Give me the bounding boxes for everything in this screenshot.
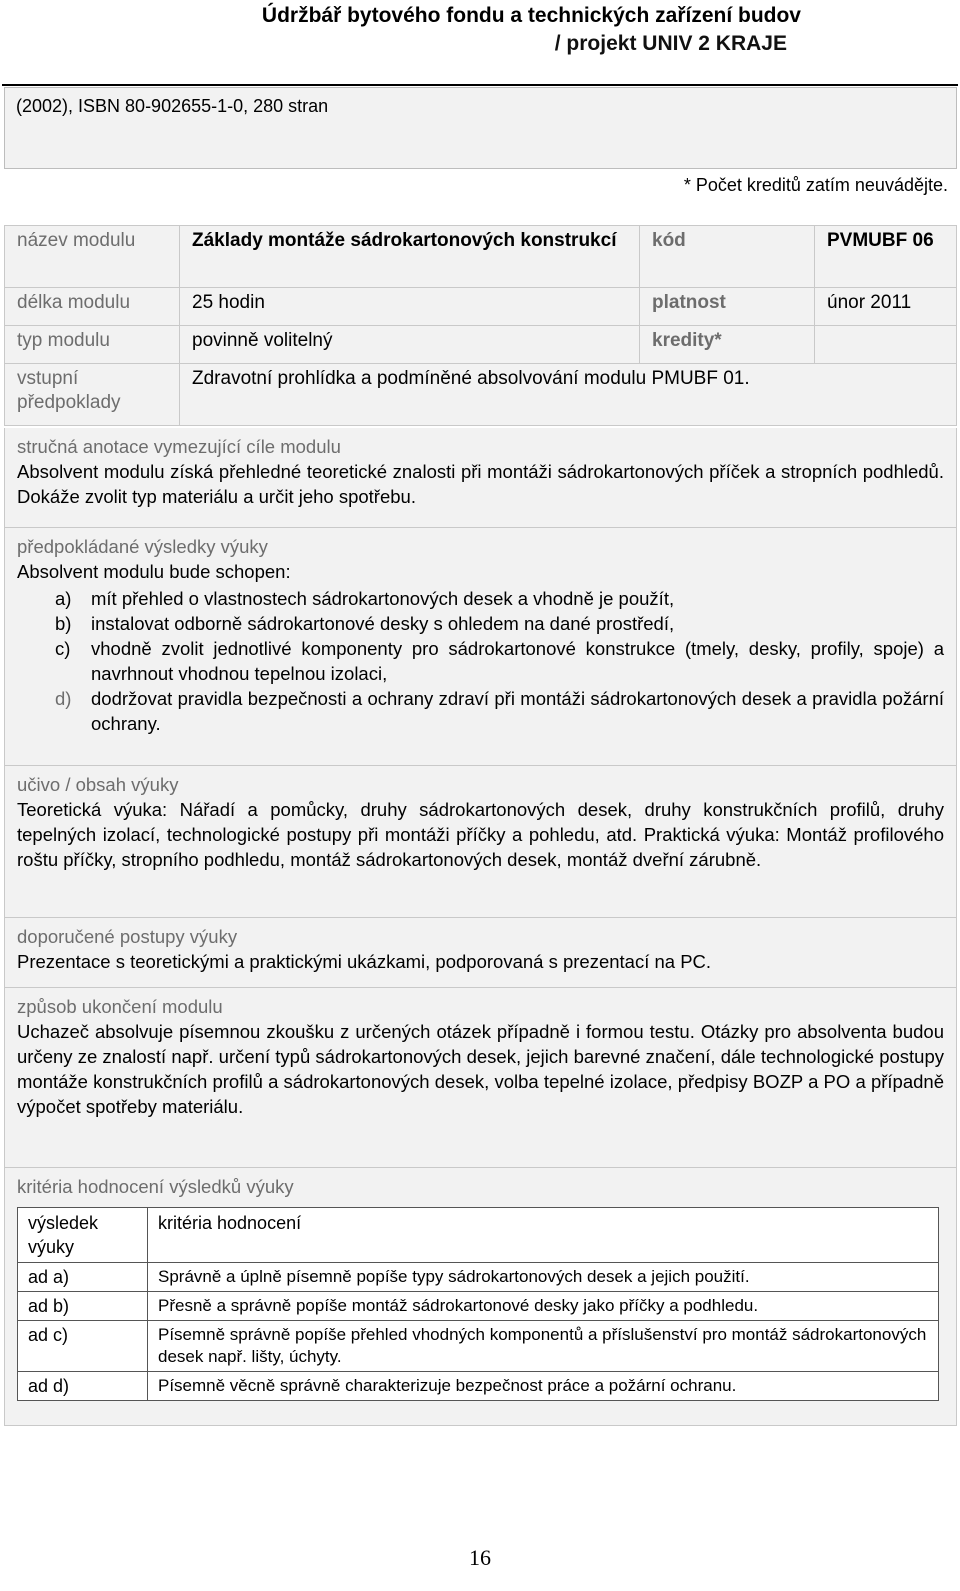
table-row bbox=[18, 1321, 939, 1372]
criteria-result: ad b) bbox=[18, 1292, 148, 1321]
criteria-result: ad a) bbox=[18, 1263, 148, 1292]
list-item bbox=[17, 686, 944, 736]
methods-section bbox=[4, 918, 957, 988]
module-credits-value bbox=[815, 326, 957, 364]
reference-box bbox=[4, 87, 957, 169]
table-row bbox=[18, 1372, 939, 1401]
outcomes-list bbox=[17, 586, 944, 736]
list-item bbox=[17, 586, 944, 611]
methods-text: Prezentace s teoretickými a praktickými ukázkami, podporovaná s prezentací na PC. bbox=[17, 951, 712, 972]
table-row bbox=[18, 1292, 939, 1321]
content-section bbox=[4, 766, 957, 918]
completion-heading: způsob ukončení modulu bbox=[17, 996, 223, 1017]
header-rule bbox=[2, 84, 958, 86]
module-length-label: délka modulu bbox=[5, 288, 180, 326]
header-title: Údržbář bytového fondu a technických zařízení budov bbox=[261, 4, 801, 27]
completion-section bbox=[4, 988, 957, 1168]
module-name-value: Základy montáže sádrokartonových konstrukcí bbox=[180, 226, 640, 288]
credit-note: * Počet kreditů zatím neuvádějte. bbox=[683, 175, 948, 195]
list-text: dodržovat pravidla bezpečnosti a ochrany zdraví při montáži sádrokartonových desek a pravidla požární ochrany. bbox=[91, 688, 944, 734]
criteria-text: Písemně správně popíše přehled vhodných komponentů a příslušenství pro montáž sádrokartonových desek např. lišty, úchyty. bbox=[148, 1321, 939, 1372]
annotation-heading: stručná anotace vymezující cíle modulu bbox=[17, 436, 341, 457]
criteria-text: Správně a úplně písemně popíše typy sádrokartonových desek a jejich použití. bbox=[148, 1263, 939, 1292]
annotation-section bbox=[4, 428, 957, 528]
module-code-value: PVMUBF 06 bbox=[815, 226, 957, 288]
list-item bbox=[17, 611, 944, 636]
list-marker: c) bbox=[55, 638, 71, 659]
completion-text: Uchazeč absolvuje písemnou zkoušku z určených otázek případně i formou testu. Otázky pro absolventa budou určeny ze znalostí např. určení typů sádrokartonových desek, jejich barevné značení, dále technologické postupy montáže konstrukčních profilů a sádrokartonových desek, volba tepelné izolace, předpisy BOZP a PO a případně výpočet spotřeby materiálu. bbox=[17, 1021, 944, 1117]
table-row bbox=[18, 1263, 939, 1292]
module-prereq-label: vstupní předpoklady bbox=[5, 364, 180, 426]
module-prereq-value: Zdravotní prohlídka a podmíněné absolvování modulu PMUBF 01. bbox=[180, 364, 957, 426]
module-code-label: kód bbox=[640, 226, 815, 288]
criteria-table bbox=[17, 1207, 939, 1401]
reference-text: (2002), ISBN 80-902655-1-0, 280 stran bbox=[16, 96, 329, 116]
list-marker: b) bbox=[55, 613, 72, 634]
page-number: 16 bbox=[469, 1545, 491, 1570]
outcomes-section bbox=[4, 528, 957, 766]
list-marker: d) bbox=[55, 688, 72, 709]
outcomes-intro: Absolvent modulu bude schopen: bbox=[17, 561, 291, 582]
module-credits-label: kredity* bbox=[640, 326, 815, 364]
outcomes-heading: předpokládané výsledky výuky bbox=[17, 536, 268, 557]
module-length-value: 25 hodin bbox=[180, 288, 640, 326]
module-info-table bbox=[4, 225, 957, 426]
table-row bbox=[18, 1208, 939, 1263]
module-type-value: povinně volitelný bbox=[180, 326, 640, 364]
header-subtitle: / projekt UNIV 2 KRAJE bbox=[554, 32, 787, 55]
criteria-section bbox=[4, 1168, 957, 1426]
criteria-col-criterion: kritéria hodnocení bbox=[148, 1208, 939, 1263]
content-text: Teoretická výuka: Nářadí a pomůcky, druhy sádrokartonových desek, druhy konstrukčních profilů, druhy tepelných izolací, technologické postupy při montáži příčky a pohledu, atd. Praktická výuka: Montáž profilového roštu příčky, stropního podhledu, montáž sádrokartonových desek, montáž dveřní zárubně. bbox=[17, 799, 944, 870]
module-validity-label: platnost bbox=[640, 288, 815, 326]
list-marker: a) bbox=[55, 588, 72, 609]
methods-heading: doporučené postupy výuky bbox=[17, 926, 238, 947]
module-type-label: typ modulu bbox=[5, 326, 180, 364]
criteria-result: ad c) bbox=[18, 1321, 148, 1372]
module-validity-value: únor 2011 bbox=[815, 288, 957, 326]
list-text: mít přehled o vlastnostech sádrokartonových desek a vhodně je použít, bbox=[91, 588, 675, 609]
criteria-heading: kritéria hodnocení výsledků výuky bbox=[17, 1176, 294, 1197]
criteria-result: ad d) bbox=[18, 1372, 148, 1401]
content-heading: učivo / obsah výuky bbox=[17, 774, 179, 795]
page-header bbox=[0, 2, 960, 58]
criteria-col-result: výsledek výuky bbox=[18, 1208, 148, 1263]
list-text: instalovat odborně sádrokartonové desky s ohledem na dané prostředí, bbox=[91, 613, 675, 634]
criteria-text: Písemně věcně správně charakterizuje bezpečnost práce a požární ochranu. bbox=[148, 1372, 939, 1401]
criteria-text: Přesně a správně popíše montáž sádrokartonové desky jako příčky a podhledu. bbox=[148, 1292, 939, 1321]
annotation-text: Absolvent modulu získá přehledné teoretické znalosti při montáži sádrokartonových příček a stropních podhledů. Dokáže zvolit typ materiálu a určit jeho spotřebu. bbox=[17, 461, 944, 507]
module-name-label: název modulu bbox=[5, 226, 180, 288]
list-text: vhodně zvolit jednotlivé komponenty pro sádrokartonové konstrukce (tmely, desky, profily, spoje) a navrhnout vhodnou tepelnou izolaci, bbox=[91, 638, 944, 684]
list-item bbox=[17, 636, 944, 686]
